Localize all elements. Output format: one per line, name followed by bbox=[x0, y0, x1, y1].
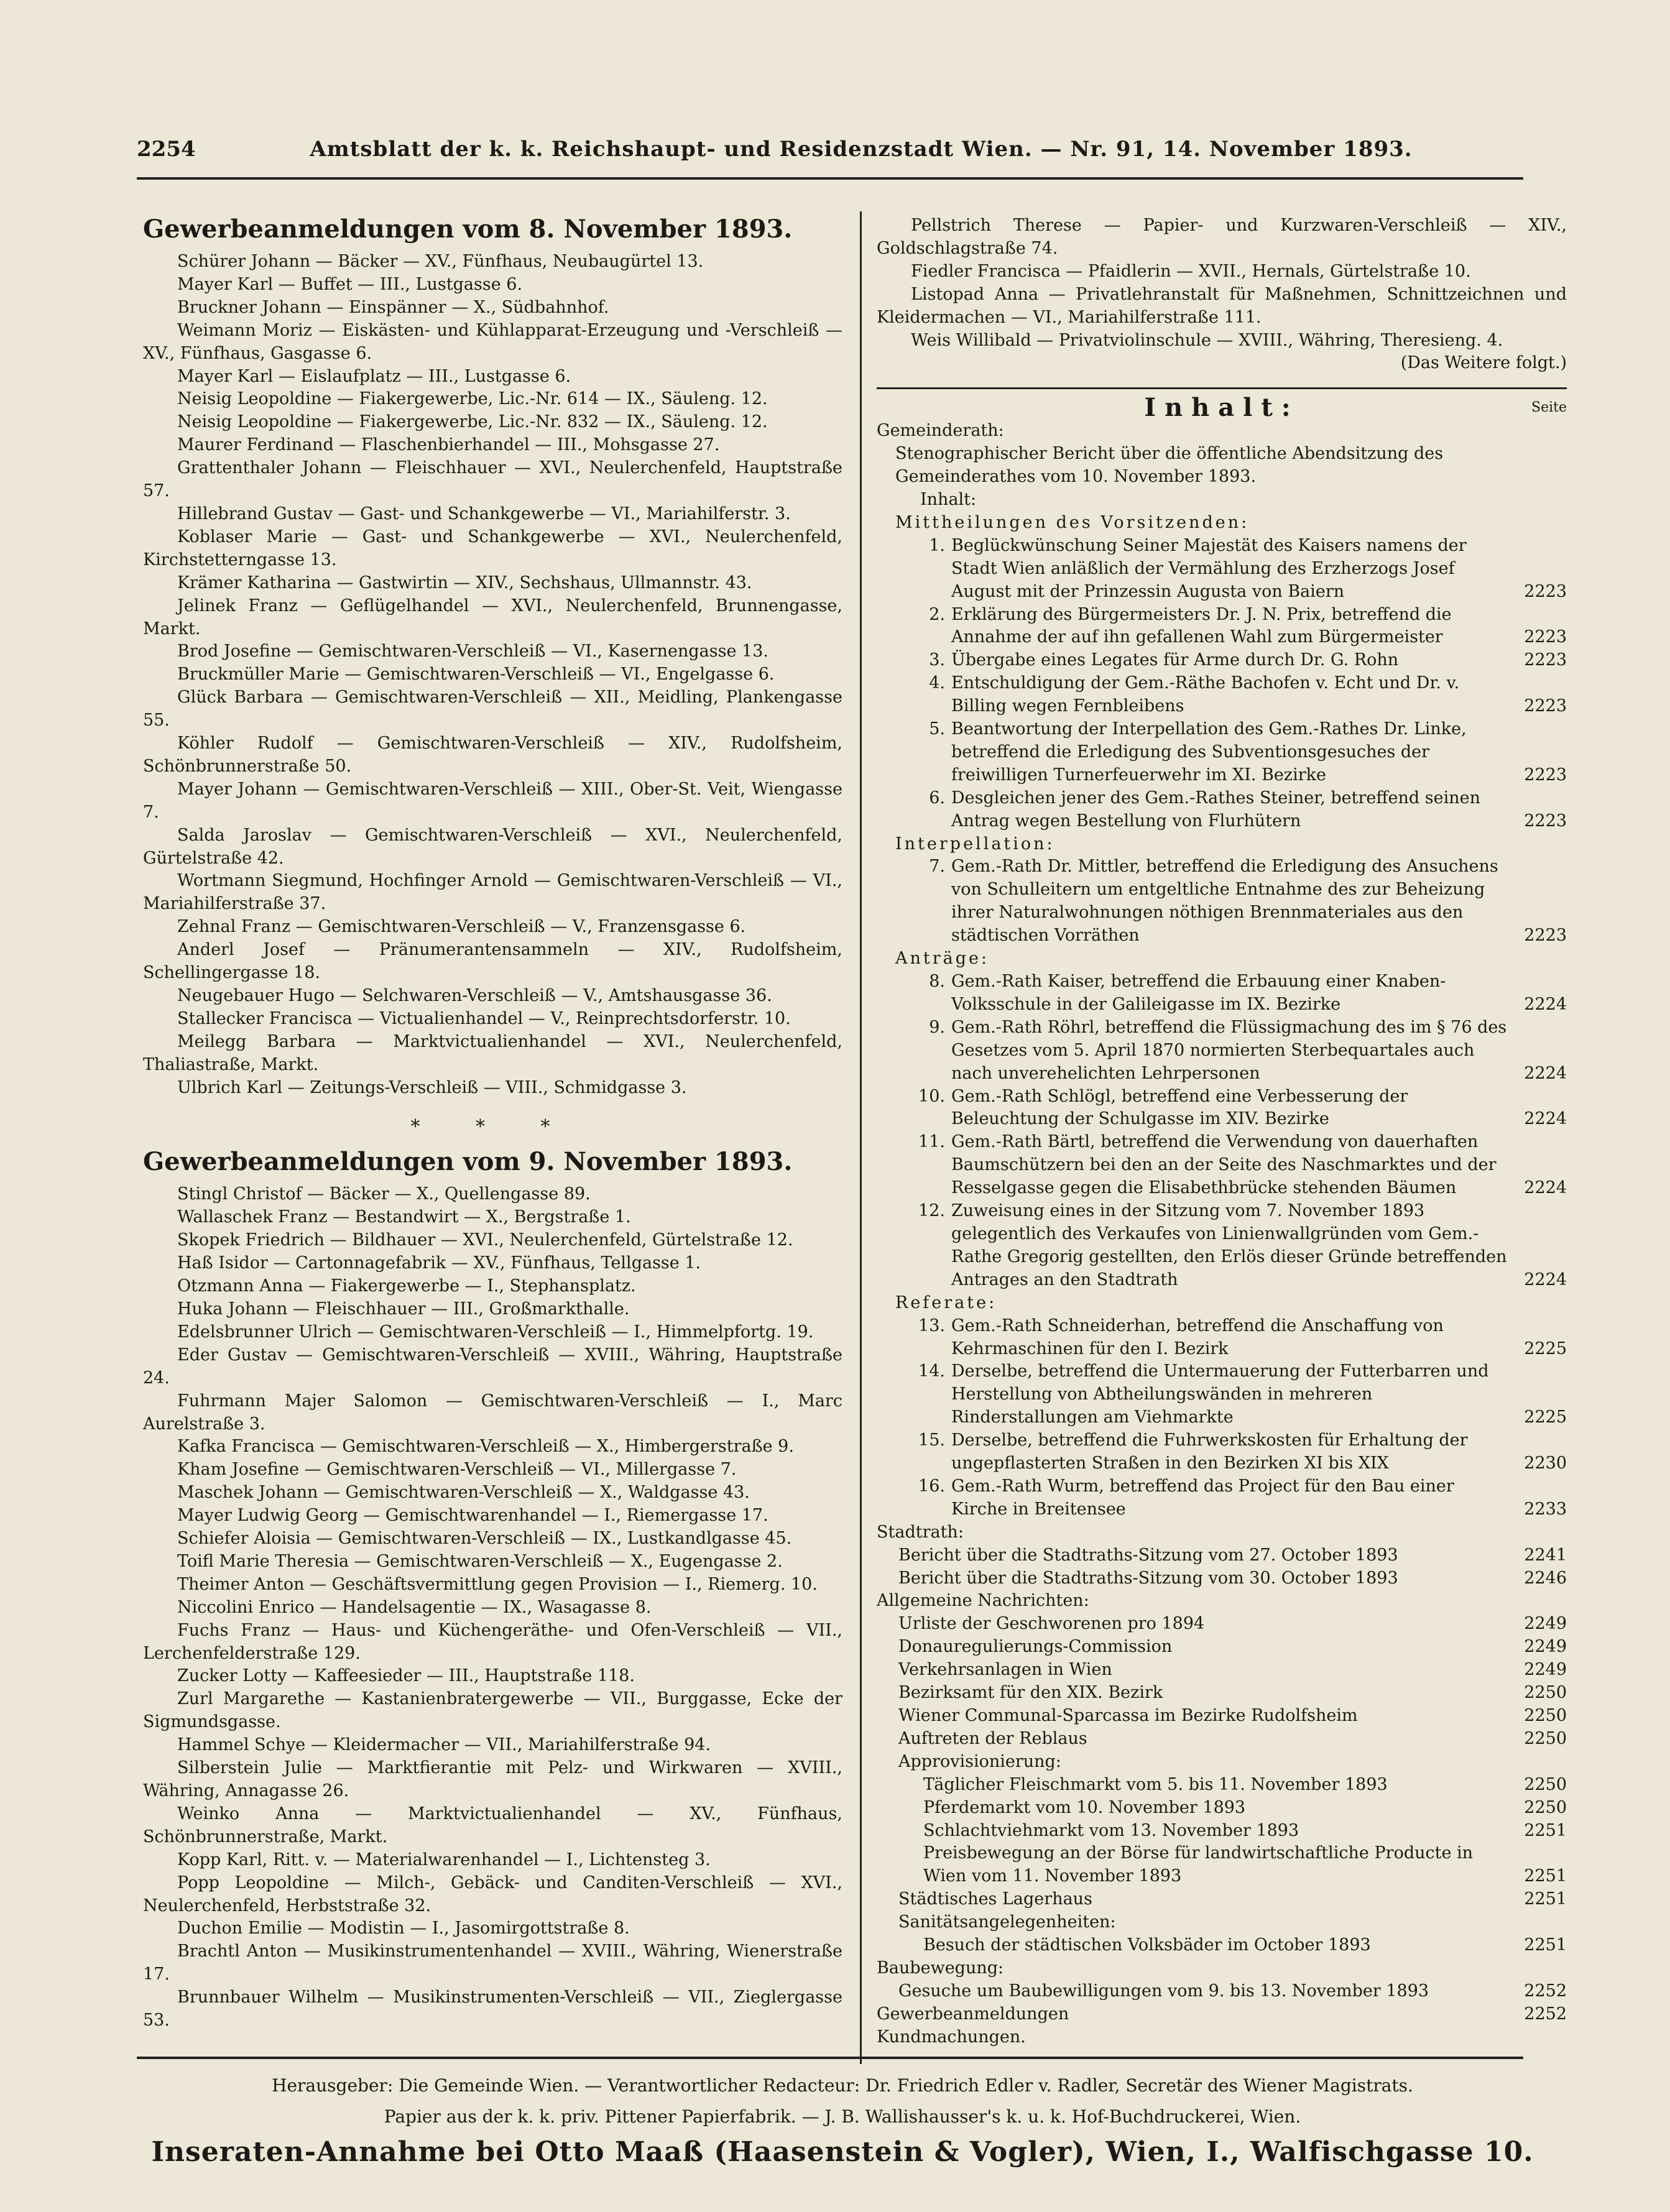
registration-entry: Jelinek Franz — Geflügelhandel — XVI., Neulerchenfeld, Brunnengasse, Markt. bbox=[143, 596, 842, 638]
toc-item-number: 6. bbox=[929, 788, 945, 808]
registration-entry: Fuchs Franz — Haus- und Küchengeräthe- und Ofen-Verschleiß — VII., Lerchenfelderstraße 129. bbox=[143, 1620, 842, 1663]
toc-mitth-label: Mittheilungen des Vorsitzenden: bbox=[895, 512, 1250, 532]
toc-bau-label: Baubewegung: bbox=[877, 1958, 1004, 1978]
registration-entry: Otzmann Anna — Fiakergewerbe — I., Stephansplatz. bbox=[177, 1276, 636, 1296]
toc-page-ref: 2251 bbox=[1524, 1866, 1567, 1886]
registration-entry: Mayer Ludwig Georg — Gemischtwarenhandel — I., Riemergasse 17. bbox=[177, 1506, 768, 1526]
toc-item-number: 16. bbox=[918, 1476, 945, 1496]
registration-entry: Weis Willibald — Privatviolinschule — XVIII., Währing, Theresieng. 4. bbox=[911, 330, 1503, 350]
registration-entry: Fuhrmann Majer Salomon — Gemischtwaren-Verschleiß — I., Marc Aurelstraße 3. bbox=[143, 1391, 842, 1434]
entries-nov8 bbox=[143, 251, 842, 1100]
registration-entry: Schiefer Aloisia — Gemischtwaren-Verschleiß — IX., Lustkandlgasse 45. bbox=[177, 1529, 792, 1549]
registration-entry: Skopek Friedrich — Bildhauer — XVI., Neulerchenfeld, Gürtelstraße 12. bbox=[177, 1230, 793, 1250]
toc-item-text: Beantwortung der Interpellation des Gem.-Rathes Dr. Linke, betreffend die Erledigung des Subventionsgesuches der freiwilligen Turnerfeuerwehr im XI. Bezirke bbox=[951, 719, 1467, 785]
registration-entry: Kafka Francisca — Gemischtwaren-Verschleiß — X., Himbergerstraße 9. bbox=[177, 1437, 794, 1457]
toc-item bbox=[877, 1315, 1567, 1361]
toc-page-ref: 2223 bbox=[1524, 581, 1567, 601]
toc-page-ref: 2223 bbox=[1524, 627, 1567, 647]
registration-entry: Huka Johann — Fleischhauer — III., Großmarkthalle. bbox=[177, 1299, 630, 1319]
toc-item-text: Gem.-Rath Röhrl, betreffend die Flüssigmachung des im § 76 des Gesetzes vom 5. April 1870 normierten Sterbequartales auch nach unverehelichten Lehrpersonen bbox=[951, 1017, 1507, 1083]
toc-item-text: Urliste der Geschworenen pro 1894 bbox=[898, 1614, 1205, 1634]
toc-item-text: Verkehrsanlagen in Wien bbox=[898, 1660, 1112, 1680]
page-number: 2254 bbox=[137, 137, 196, 162]
toc-item bbox=[877, 718, 1567, 787]
contents-rule bbox=[877, 387, 1567, 389]
registration-entry: Eder Gustav — Gemischtwaren-Verschleiß — XVIII., Währing, Hauptstraße 24. bbox=[143, 1345, 842, 1388]
toc-item-text: Derselbe, betreffend die Fuhrwerkskosten für Erhaltung der ungepflasterten Straßen in den Bezirken XI bis XIX bbox=[951, 1431, 1468, 1473]
toc-page-ref: 2225 bbox=[1524, 1408, 1567, 1427]
registration-entry: Listopad Anna — Privatlehranstalt für Maßnehmen, Schnittzeichnen und Kleidermachen — VI., Mariahilferstraße 111. bbox=[877, 284, 1567, 327]
toc-item bbox=[877, 1980, 1567, 2003]
toc-item-text: Gesuche um Baubewilligungen vom 9. bis 13. November 1893 bbox=[898, 1981, 1429, 2001]
toc-item-number: 3. bbox=[929, 650, 945, 670]
toc-item bbox=[877, 1544, 1567, 1567]
registration-entry: Salda Jaroslav — Gemischtwaren-Verschleiß — XVI., Neulerchenfeld, Gürtelstraße 42. bbox=[143, 825, 842, 868]
toc-gewerbe: Gewerbeanmeldungen 2252 bbox=[877, 2004, 1567, 2024]
toc-item-number: 1. bbox=[929, 535, 945, 555]
registration-entry: Köhler Rudolf — Gemischtwaren-Verschleiß — XIV., Rudolfsheim, Schönbrunnerstraße 50. bbox=[143, 734, 842, 776]
toc-item bbox=[877, 1797, 1567, 1820]
entries-nov9 bbox=[143, 1183, 842, 2032]
toc-page-ref: 2249 bbox=[1524, 1660, 1567, 1680]
toc-page-ref: 2223 bbox=[1524, 926, 1567, 946]
registration-entry: Stallecker Francisca — Victualienhandel — V., Reinprechtsdorferstr. 10. bbox=[177, 1008, 791, 1028]
toc-page-ref: 2224 bbox=[1524, 1063, 1567, 1083]
toc-bau-items bbox=[877, 1980, 1567, 2003]
toc-page-ref: 2223 bbox=[1524, 765, 1567, 785]
toc-item bbox=[877, 1567, 1567, 1590]
registration-entry: Theimer Anton — Geschäftsvermittlung gegen Provision — I., Riemerg. 10. bbox=[177, 1574, 818, 1594]
toc-item bbox=[877, 535, 1567, 604]
registration-entry: Silberstein Julie — Marktfierantie mit Pelz- und Wirkwaren — XVIII., Währing, Annagasse 26. bbox=[143, 1758, 842, 1800]
toc-item-number: 9. bbox=[929, 1017, 945, 1037]
toc-page-ref: 2224 bbox=[1524, 1270, 1567, 1289]
registration-entry: Niccolini Enrico — Handelsagentie — IX., Wasagasse 8. bbox=[177, 1597, 652, 1617]
registration-entry: Haß Isidor — Cartonnagefabrik — XV., Fünfhaus, Tellgasse 1. bbox=[177, 1253, 701, 1273]
toc-gemeinderath: Gemeinderath: bbox=[877, 421, 1004, 441]
toc-item-text: Übergabe eines Legates für Arme durch Dr. G. Rohn bbox=[951, 650, 1399, 670]
page-title: Amtsblatt der k. k. Reichshaupt- und Residenzstadt Wien. — Nr. 91, 14. November 1893. bbox=[310, 137, 1413, 162]
toc-antraege-items bbox=[877, 970, 1567, 1292]
registration-entry: Zehnal Franz — Gemischtwaren-Verschleiß — V., Franzensgasse 6. bbox=[177, 917, 746, 937]
column-divider bbox=[860, 211, 862, 2064]
page-header bbox=[137, 137, 1474, 162]
toc-item bbox=[877, 1659, 1567, 1682]
contents-title: Inhalt: bbox=[1144, 393, 1299, 423]
left-column bbox=[143, 214, 842, 2032]
registration-entry: Brod Josefine — Gemischtwaren-Verschleiß — VI., Kasernengasse 13. bbox=[177, 642, 768, 661]
toc-page-ref: 2251 bbox=[1524, 1820, 1567, 1840]
section-separator: * * * bbox=[410, 1115, 575, 1138]
toc-item-text: Bezirksamt für den XIX. Bezirk bbox=[898, 1683, 1163, 1703]
toc-item-text: Derselbe, betreffend die Untermauerung der Futterbarren und Herstellung von Abtheilungswänden in mehreren Rinderstallungen am Viehmarkte bbox=[951, 1362, 1489, 1427]
toc-item bbox=[877, 1085, 1567, 1131]
entries-continued bbox=[877, 214, 1567, 352]
right-column bbox=[877, 214, 1567, 2049]
footer-printer: Papier aus der k. k. priv. Pittener Papierfabrik. — J. B. Wallishausser's k. u. k. Hof-Buchdruckerei, Wien. bbox=[384, 2106, 1301, 2127]
registration-entry: Neisig Leopoldine — Fiakergewerbe, Lic.-Nr. 614 — IX., Säuleng. 12. bbox=[177, 389, 768, 409]
toc-allg-items bbox=[877, 1613, 1567, 1750]
toc-steno: Stenographischer Bericht über die öffentliche Abendsitzung des Gemeinderathes vom 10. November 1893. bbox=[895, 444, 1444, 487]
toc-item bbox=[877, 1360, 1567, 1429]
registration-entry: Mayer Karl — Buffet — III., Lustgasse 6. bbox=[177, 274, 523, 294]
toc-page-ref: 2250 bbox=[1524, 1774, 1567, 1794]
toc-sanitaet-items bbox=[877, 1934, 1567, 1957]
toc-page-ref: 2223 bbox=[1524, 696, 1567, 716]
footer-publisher: Herausgeber: Die Gemeinde Wien. — Verantwortlicher Redacteur: Dr. Friedrich Edler v. Radler, Secretär des Wiener Magistrats. bbox=[272, 2075, 1413, 2096]
registration-entry: Toifl Marie Theresia — Gemischtwaren-Verschleiß — X., Eugengasse 2. bbox=[177, 1551, 783, 1571]
toc-item bbox=[877, 604, 1567, 650]
toc-item-number: 4. bbox=[929, 673, 945, 693]
toc-item bbox=[877, 1774, 1567, 1797]
registration-entry: Popp Leopoldine — Milch-, Gebäck- und Canditen-Verschleiß — XVI., Neulerchenfeld, Herbststraße 32. bbox=[143, 1873, 842, 1915]
contents-heading bbox=[877, 393, 1567, 423]
toc-item-number: 15. bbox=[918, 1431, 945, 1450]
toc-item bbox=[877, 1842, 1567, 1888]
toc-item bbox=[877, 1682, 1567, 1705]
toc-item-text: Beglückwünschung Seiner Majestät des Kaisers namens der Stadt Wien anläßlich der Vermählung des Erzherzogs Josef August mit der Prinzessin Augusta von Baiern bbox=[951, 535, 1467, 601]
registration-entry: Brachtl Anton — Musikinstrumentenhandel — XVIII., Währing, Wienerstraße 17. bbox=[143, 1942, 842, 1984]
toc-item-text: Entschuldigung der Gem.-Räthe Bachofen v. Echt und Dr. v. Billing wegen Fernbleibens bbox=[951, 673, 1460, 716]
toc-item-number: 11. bbox=[918, 1132, 945, 1152]
toc-item-text: Gem.-Rath Schlögl, betreffend eine Verbesserung der Beleuchtung der Schulgasse im XIV. Bezirke bbox=[951, 1086, 1408, 1129]
toc-item-number: 14. bbox=[918, 1362, 945, 1381]
page-footer bbox=[118, 2070, 1567, 2172]
registration-entry: Ulbrich Karl — Zeitungs-Verschleiß — VIII., Schmidgasse 3. bbox=[177, 1077, 687, 1097]
newspaper-page bbox=[118, 106, 1567, 2168]
toc-item bbox=[877, 1200, 1567, 1292]
toc-item-text: Desgleichen jener des Gem.-Rathes Steiner, betreffend seinen Antrag wegen Bestellung von Flurhütern bbox=[951, 788, 1481, 831]
toc-item bbox=[877, 1475, 1567, 1521]
toc-stadtrath-label: Stadtrath: bbox=[877, 1522, 964, 1542]
registration-entry: Krämer Katharina — Gastwirtin — XIV., Sechshaus, Ullmannstr. 43. bbox=[177, 573, 752, 592]
toc-page-ref: 2249 bbox=[1524, 1637, 1567, 1657]
toc-item-text: Gem.-Rath Kaiser, betreffend die Erbauung einer Knaben-Volksschule in der Galileigasse im IX. Bezirke bbox=[951, 972, 1446, 1014]
toc-approv-label: Approvisionierung: bbox=[898, 1751, 1061, 1771]
footer-advertising: Inseraten-Annahme bei Otto Maaß (Haasenstein & Vogler), Wien, I., Walfischgasse 10. bbox=[151, 2136, 1534, 2168]
toc-item-number: 5. bbox=[929, 719, 945, 739]
toc-approv-items bbox=[877, 1774, 1567, 1889]
toc-page-ref: 2223 bbox=[1524, 650, 1567, 670]
toc-page-ref: 2233 bbox=[1524, 1499, 1567, 1519]
registration-entry: Bruckner Johann — Einspänner — X., Südbahnhof. bbox=[177, 297, 609, 317]
page-column-label: Seite bbox=[1531, 400, 1567, 416]
toc-item-text: Donauregulierungs-Commission bbox=[898, 1637, 1173, 1657]
registration-entry: Fiedler Francisca — Pfaidlerin — XVII., Hernals, Gürtelstraße 10. bbox=[911, 261, 1471, 281]
registration-entry: Kopp Karl, Ritt. v. — Materialwarenhandel — I., Lichtensteg 3. bbox=[177, 1850, 711, 1869]
registration-entry: Glück Barbara — Gemischtwaren-Verschleiß — XII., Meidling, Plankengasse 55. bbox=[143, 688, 842, 730]
registration-entry: Anderl Josef — Pränumerantensammeln — XIV., Rudolfsheim, Schellingergasse 18. bbox=[143, 940, 842, 983]
registration-entry: Meilegg Barbara — Marktvictualienhandel — XVI., Neulerchenfeld, Thaliastraße, Markt. bbox=[143, 1031, 842, 1074]
toc-item-text: Bericht über die Stadtraths-Sitzung vom 27. October 1893 bbox=[898, 1545, 1398, 1565]
registration-entry: Maschek Johann — Gemischtwaren-Verschleiß — X., Waldgasse 43. bbox=[177, 1483, 750, 1503]
toc-sanitaet-label: Sanitätsangelegenheiten: bbox=[898, 1912, 1116, 1932]
toc-item-text: Gem.-Rath Wurm, betreffend das Project für den Bau einer Kirche in Breitensee bbox=[951, 1476, 1454, 1519]
registration-entry: Mayer Johann — Gemischtwaren-Verschleiß — XIII., Ober-St. Veit, Wiengasse 7. bbox=[143, 779, 842, 822]
toc-page-ref: 2224 bbox=[1524, 1178, 1567, 1198]
registration-entry: Weinko Anna — Marktvictualienhandel — XV., Fünfhaus, Schönbrunnerstraße, Markt. bbox=[143, 1804, 842, 1846]
toc-item bbox=[877, 649, 1567, 672]
toc-kundmachungen: Kundmachungen. bbox=[877, 2027, 1026, 2047]
toc-item-text: Bericht über die Stadtraths-Sitzung vom 30. October 1893 bbox=[898, 1568, 1398, 1588]
registration-entry: Hammel Schye — Kleidermacher — VII., Mariahilferstraße 94. bbox=[177, 1735, 711, 1755]
toc-item bbox=[877, 1636, 1567, 1659]
toc-item-number: 10. bbox=[918, 1086, 945, 1106]
footer-rule bbox=[137, 2057, 1523, 2059]
toc-page-ref: 2250 bbox=[1524, 1706, 1567, 1725]
section-title-nov9: Gewerbeanmeldungen vom 9. November 1893. bbox=[143, 1147, 793, 1177]
toc-item bbox=[877, 1016, 1567, 1085]
toc-antraege-label: Anträge: bbox=[895, 949, 990, 969]
toc-item bbox=[877, 1429, 1567, 1475]
toc-item-number: 8. bbox=[929, 972, 945, 991]
section-title-nov8: Gewerbeanmeldungen vom 8. November 1893. bbox=[143, 214, 793, 244]
toc-item-text: Gem.-Rath Schneiderhan, betreffend die Anschaffung von Kehrmaschinen für den I. Bezirk bbox=[951, 1316, 1444, 1358]
toc-item bbox=[877, 1820, 1567, 1843]
registration-entry: Wortmann Siegmund, Hochfinger Arnold — Gemischtwaren-Verschleiß — VI., Mariahilferstraße 37. bbox=[143, 871, 842, 914]
toc-page-ref: 2224 bbox=[1524, 994, 1567, 1014]
toc-item-text: Pferdemarkt vom 10. November 1893 bbox=[923, 1797, 1246, 1817]
registration-entry: Bruckmüller Marie — Gemischtwaren-Verschleiß — VI., Engelgasse 6. bbox=[177, 665, 775, 684]
toc-item-text: Gem.-Rath Bärtl, betreffend die Verwendung von dauerhaften Baumschützern bei den an der Seite des Naschmarktes und der Resselgasse gegen die Elisabethbrücke stehenden Bäumen bbox=[951, 1132, 1497, 1198]
toc-mitth-items bbox=[877, 535, 1567, 833]
toc-item-text: Erklärung des Bürgermeisters Dr. J. N. Prix, betreffend die Annahme der auf ihn gefallenen Wahl zum Bürgermeister bbox=[951, 604, 1452, 647]
toc-page-ref: 2246 bbox=[1524, 1568, 1567, 1588]
registration-entry: Mayer Karl — Eislaufplatz — III., Lustgasse 6. bbox=[177, 366, 571, 386]
toc-item-number: 13. bbox=[918, 1316, 945, 1335]
toc-item-text: Gem.-Rath Dr. Mittler, betreffend die Erledigung des Ansuchens von Schulleitern um entgeltliche Entnahme des zur Beheizung ihrer Naturalwohnungen nöthigen Brennmateriales aus den städtischen Vorräthen bbox=[951, 857, 1498, 946]
toc-item bbox=[877, 1728, 1567, 1751]
toc-item-number: 2. bbox=[929, 604, 945, 624]
toc-interp-items bbox=[877, 855, 1567, 947]
toc-item-text: Preisbewegung an der Börse für landwirtschaftliche Producte in Wien vom 11. November 1893 bbox=[923, 1843, 1474, 1886]
toc-lagerhaus: Städtisches Lagerhaus 2251 bbox=[898, 1889, 1567, 1909]
toc-item-text: Wiener Communal-Sparcassa im Bezirke Rudolfsheim bbox=[898, 1706, 1358, 1725]
toc-page-ref: 2250 bbox=[1524, 1728, 1567, 1748]
registration-entry: Maurer Ferdinand — Flaschenbierhandel — III., Mohsgasse 27. bbox=[177, 435, 720, 455]
toc-item bbox=[877, 1131, 1567, 1200]
toc-item bbox=[877, 672, 1567, 718]
toc-page-ref: 2223 bbox=[1524, 811, 1567, 831]
toc-page-ref: 2250 bbox=[1524, 1797, 1567, 1817]
registration-entry: Grattenthaler Johann — Fleischhauer — XVI., Neulerchenfeld, Hauptstraße 57. bbox=[143, 458, 842, 501]
toc-item bbox=[877, 855, 1567, 947]
registration-entry: Neugebauer Hugo — Selchwaren-Verschleiß — V., Amtshausgasse 36. bbox=[177, 986, 772, 1005]
registration-entry: Wallaschek Franz — Bestandwirt — X., Bergstraße 1. bbox=[177, 1207, 631, 1227]
toc-item-number: 12. bbox=[918, 1201, 945, 1221]
toc-page-ref: 2230 bbox=[1524, 1454, 1567, 1473]
registration-entry: Zurl Margarethe — Kastanienbratergewerbe — VII., Burggasse, Ecke der Sigmundsgasse. bbox=[143, 1689, 842, 1732]
registration-entry: Stingl Christof — Bäcker — X., Quellengasse 89. bbox=[177, 1184, 591, 1204]
toc-item bbox=[877, 970, 1567, 1016]
registration-entry: Pellstrich Therese — Papier- und Kurzwaren-Verschleiß — XIV., Goldschlagstraße 74. bbox=[877, 216, 1567, 258]
toc-item bbox=[877, 787, 1567, 833]
toc-page-ref: 2225 bbox=[1524, 1339, 1567, 1358]
toc-item bbox=[877, 1613, 1567, 1636]
continued-note: (Das Weitere folgt.) bbox=[1400, 353, 1567, 373]
toc-item-text: Auftreten der Reblaus bbox=[898, 1728, 1087, 1748]
toc-page-ref: 2224 bbox=[1524, 1109, 1567, 1129]
toc-item-number: 7. bbox=[929, 857, 945, 877]
registration-entry: Zucker Lotty — Kaffeesieder — III., Hauptstraße 118. bbox=[177, 1666, 635, 1686]
registration-entry: Koblaser Marie — Gast- und Schankgewerbe — XVI., Neulerchenfeld, Kirchstetterngasse 13. bbox=[143, 527, 842, 569]
toc-stadtrath-items bbox=[877, 1544, 1567, 1590]
toc-item bbox=[877, 1705, 1567, 1728]
registration-entry: Kham Josefine — Gemischtwaren-Verschleiß — VI., Millergasse 7. bbox=[177, 1460, 737, 1480]
toc-allg-label: Allgemeine Nachrichten: bbox=[877, 1591, 1089, 1611]
toc-referate-label: Referate: bbox=[895, 1293, 997, 1312]
registration-entry: Weimann Moriz — Eiskästen- und Kühlapparat-Erzeugung und -Verschleiß — XV., Fünfhaus, Gasgasse 6. bbox=[143, 320, 842, 363]
toc-page-ref: 2241 bbox=[1524, 1545, 1567, 1565]
toc-item bbox=[877, 1934, 1567, 1957]
header-rule bbox=[137, 177, 1523, 180]
toc-page-ref: 2250 bbox=[1524, 1683, 1567, 1703]
toc-referate-items bbox=[877, 1315, 1567, 1521]
registration-entry: Schürer Johann — Bäcker — XV., Fünfhaus, Neubaugürtel 13. bbox=[177, 252, 704, 271]
toc-page-ref: 2252 bbox=[1524, 1981, 1567, 2001]
registration-entry: Hillebrand Gustav — Gast- und Schankgewerbe — VI., Mariahilferstr. 3. bbox=[177, 504, 791, 523]
toc-item-text: Täglicher Fleischmarkt vom 5. bis 11. November 1893 bbox=[923, 1774, 1388, 1794]
toc-interp-label: Interpellation: bbox=[895, 834, 1055, 854]
toc-item-text: Besuch der städtischen Volksbäder im October 1893 bbox=[923, 1935, 1371, 1955]
toc-item-text: Zuweisung eines in der Sitzung vom 7. November 1893 gelegentlich des Verkaufes von Linienwallgründen vom Gem.-Rathe Gregorig gestellten, den Erlös dieser Gründe betreffenden Antrages an den Stadtrath bbox=[951, 1201, 1507, 1289]
registration-entry: Neisig Leopoldine — Fiakergewerbe, Lic.-Nr. 832 — IX., Säuleng. 12. bbox=[177, 412, 768, 432]
registration-entry: Duchon Emilie — Modistin — I., Jasomirgottstraße 8. bbox=[177, 1919, 630, 1938]
toc-page-ref: 2249 bbox=[1524, 1614, 1567, 1634]
toc-page-ref: 2251 bbox=[1524, 1935, 1567, 1955]
registration-entry: Edelsbrunner Ulrich — Gemischtwaren-Verschleiß — I., Himmelpfortg. 19. bbox=[177, 1322, 814, 1342]
toc-inhalt: Inhalt: bbox=[920, 489, 977, 509]
registration-entry: Brunnbauer Wilhelm — Musikinstrumenten-Verschleiß — VII., Zieglergasse 53. bbox=[143, 1988, 842, 2030]
toc-item-text: Schlachtviehmarkt vom 13. November 1893 bbox=[923, 1820, 1299, 1840]
